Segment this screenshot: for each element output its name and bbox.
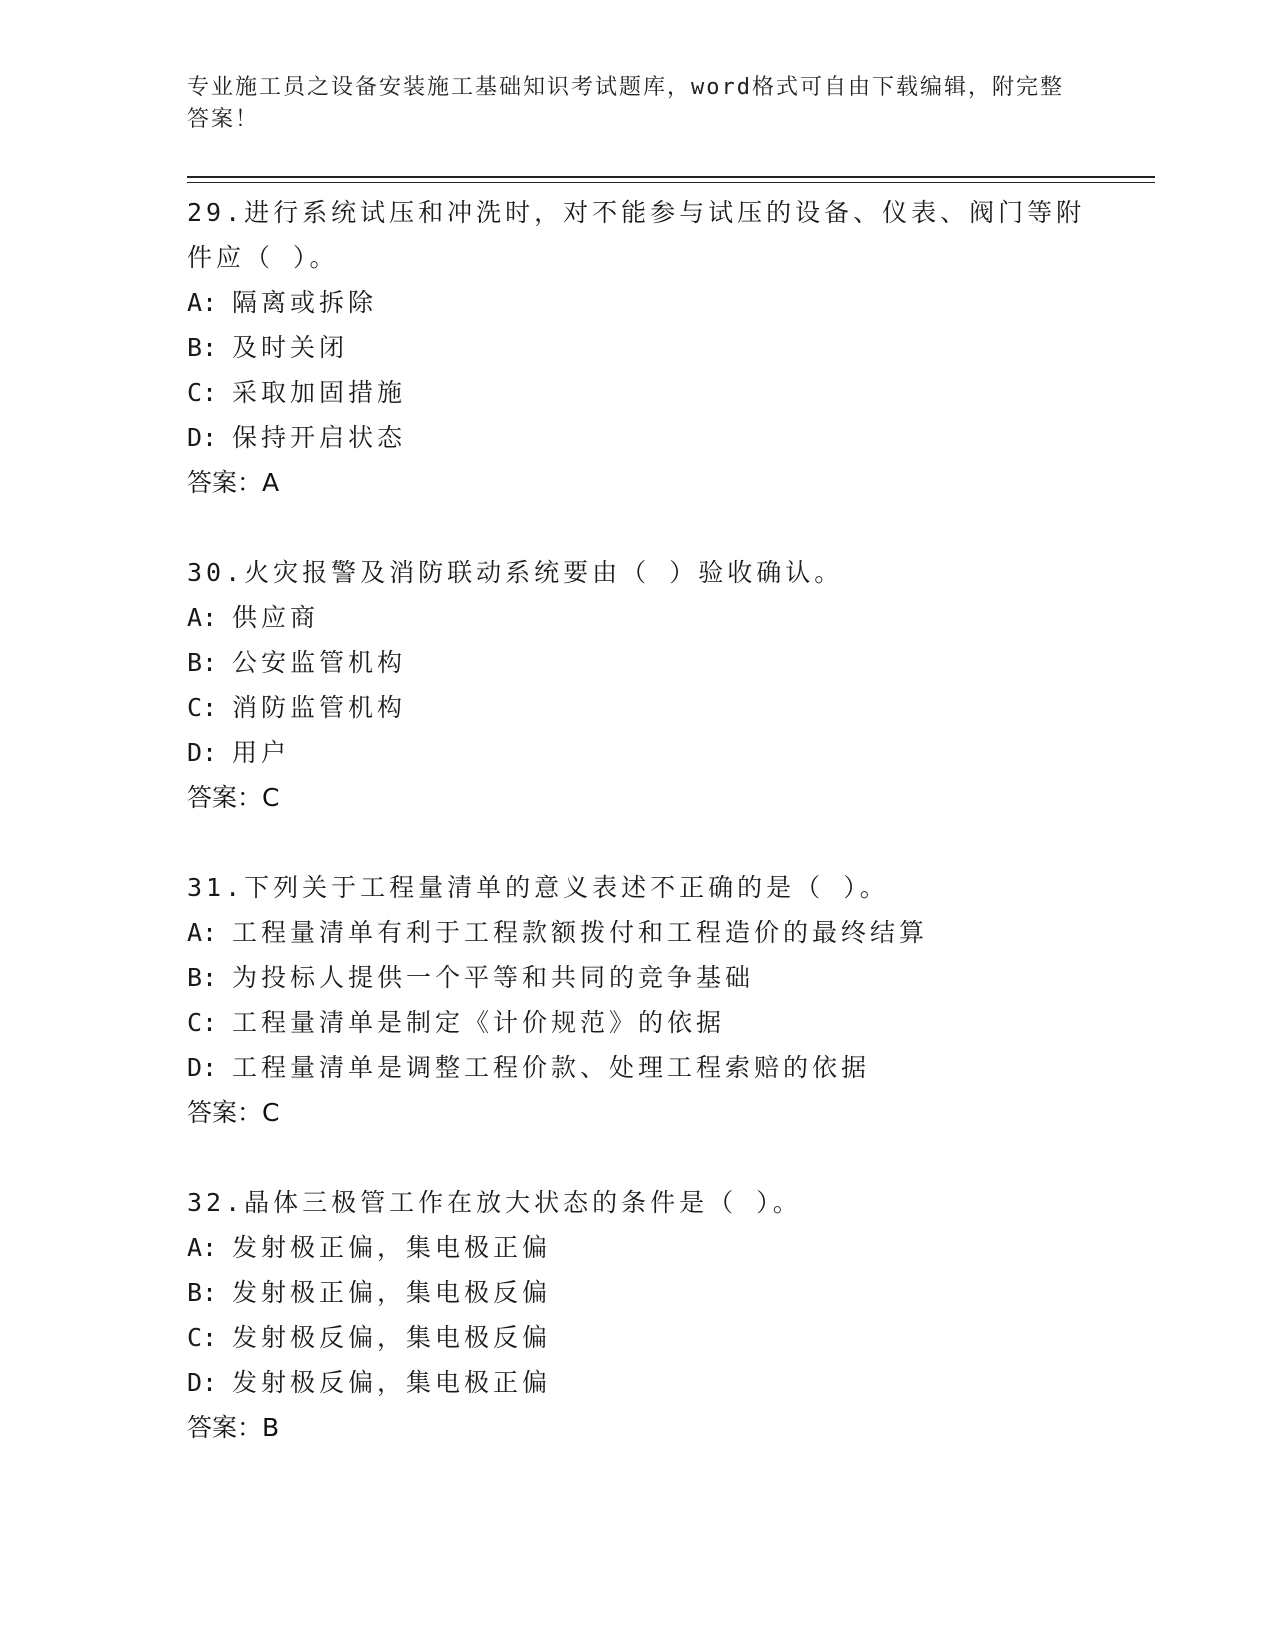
- option-a: [187, 1225, 1087, 1270]
- option-letter: C:: [187, 1008, 218, 1037]
- option-letter: B:: [187, 963, 218, 992]
- question-stem: 32.晶体三极管工作在放大状态的条件是（ ）。: [187, 1188, 802, 1217]
- option-c: [187, 1000, 1087, 1045]
- option-text: 公安监管机构: [232, 648, 407, 677]
- option-c: [187, 685, 1087, 730]
- option-c: [187, 1315, 1087, 1360]
- option-letter: B:: [187, 333, 218, 362]
- option-b: [187, 325, 1087, 370]
- answer-line: 答案：C: [187, 1098, 280, 1127]
- option-text: 发射极反偏，集电极正偏: [232, 1368, 552, 1397]
- question-stem: 29.进行系统试压和冲洗时，对不能参与试压的设备、仪表、阀门等附件应（ ）。: [187, 198, 1086, 272]
- option-text: 工程量清单是制定《计价规范》的依据: [232, 1008, 726, 1037]
- document-header: 专业施工员之设备安装施工基础知识考试题库，word格式可自由下载编辑，附完整答案！: [187, 75, 1064, 132]
- option-letter: A:: [187, 1233, 218, 1262]
- option-d: [187, 1045, 1087, 1090]
- option-text: 发射极正偏，集电极正偏: [232, 1233, 552, 1262]
- option-letter: C:: [187, 693, 218, 722]
- option-text: 发射极正偏，集电极反偏: [232, 1278, 552, 1307]
- option-letter: D:: [187, 423, 218, 452]
- header-divider-thick: [187, 176, 1155, 178]
- option-b: [187, 1270, 1087, 1315]
- question-30: [187, 550, 1087, 820]
- header-divider-thin: [187, 182, 1155, 183]
- option-text: 为投标人提供一个平等和共同的竞争基础: [232, 963, 755, 992]
- answer-line: 答案：C: [187, 783, 280, 812]
- option-text: 工程量清单是调整工程价款、处理工程索赔的依据: [232, 1053, 871, 1082]
- option-text: 发射极反偏，集电极反偏: [232, 1323, 552, 1352]
- option-a: [187, 595, 1087, 640]
- option-text: 供应商: [232, 603, 320, 632]
- option-letter: D:: [187, 738, 218, 767]
- answer-line: 答案：A: [187, 468, 280, 497]
- option-text: 工程量清单有利于工程款额拨付和工程造价的最终结算: [232, 918, 929, 947]
- option-letter: C:: [187, 378, 218, 407]
- option-text: 用户: [232, 738, 291, 767]
- question-32: [187, 1180, 1087, 1450]
- option-text: 采取加固措施: [232, 378, 407, 407]
- option-text: 及时关闭: [232, 333, 349, 362]
- option-letter: A:: [187, 603, 218, 632]
- option-d: [187, 1360, 1087, 1405]
- option-text: 消防监管机构: [232, 693, 407, 722]
- option-b: [187, 955, 1087, 1000]
- option-letter: B:: [187, 648, 218, 677]
- option-d: [187, 415, 1087, 460]
- option-letter: C:: [187, 1323, 218, 1352]
- option-letter: A:: [187, 288, 218, 317]
- option-d: [187, 730, 1087, 775]
- question-29: [187, 190, 1087, 505]
- answer-line: 答案：B: [187, 1413, 280, 1442]
- option-letter: A:: [187, 918, 218, 947]
- option-text: 隔离或拆除: [232, 288, 378, 317]
- option-letter: D:: [187, 1368, 218, 1397]
- option-a: [187, 910, 1087, 955]
- question-stem: 31.下列关于工程量清单的意义表述不正确的是（ ）。: [187, 873, 889, 902]
- question-list: [187, 190, 1087, 1495]
- option-letter: D:: [187, 1053, 218, 1082]
- option-b: [187, 640, 1087, 685]
- option-text: 保持开启状态: [232, 423, 407, 452]
- option-a: [187, 280, 1087, 325]
- option-letter: B:: [187, 1278, 218, 1307]
- option-c: [187, 370, 1087, 415]
- question-31: [187, 865, 1087, 1135]
- question-stem: 30.火灾报警及消防联动系统要由（ ）验收确认。: [187, 558, 844, 587]
